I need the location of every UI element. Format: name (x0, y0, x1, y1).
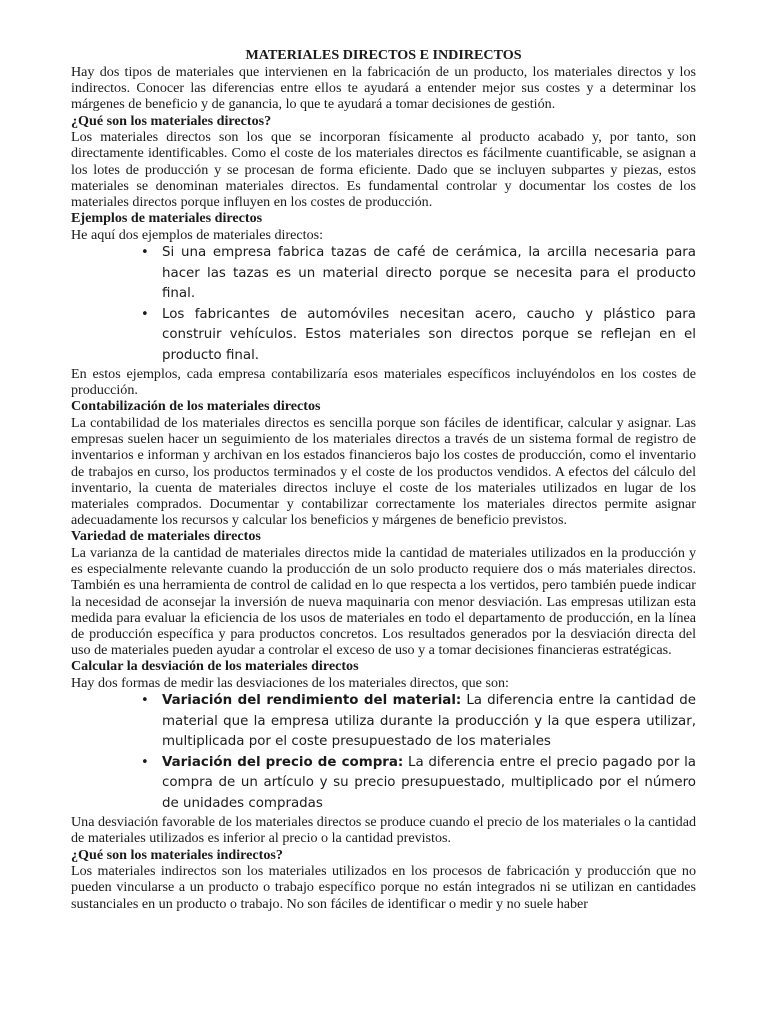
list-item-term: Variación del rendimiento del material: (162, 693, 462, 709)
deviation-list (71, 691, 696, 814)
bullet-icon: • (141, 754, 149, 770)
list-item-text: Si una empresa fabrica tazas de café de cerámica, la arcilla necesaria para hacer las tazas es un material directo porque se necesita para el producto final. (162, 245, 696, 302)
list-item (141, 753, 696, 815)
list-item (141, 243, 696, 305)
list-item-text: La diferencia entre la cantidad de material que la empresa utiliza durante la producción y la que espera utilizar, multiplicada por el coste presupuestado de los materiales (162, 693, 696, 750)
document-title: MATERIALES DIRECTOS E INDIRECTOS (245, 47, 522, 63)
indirect-materials-paragraph: Los materiales indirectos son los materiales utilizados en los procesos de fabricación y producción que no pueden vincularse a un producto o trabajo específico porque no están integrados ni se utilizan en cantidades sustanciales en un producto o trabajo. No son fáciles de identificar o medir y no suele haber (71, 863, 696, 912)
heading-indirect-materials: ¿Qué son los materiales indirectos? (71, 846, 283, 863)
deviation-conclusion: Una desviación favorable de los materiales directos se produce cuando el precio de los materiales o la cantidad de materiales utilizados es inferior al precio o la cantidad previstos. (71, 814, 696, 847)
examples-conclusion: En estos ejemplos, cada empresa contabilizaría esos materiales específicos incluyéndolos en los costes de producción. (71, 366, 696, 399)
heading-variety: Variedad de materiales directos (71, 528, 261, 545)
accounting-paragraph: La contabilidad de los materiales directos es sencilla porque son fáciles de identificar, calcular y asignar. Las empresas suelen hacer un seguimiento de los materiales directos a través de un sistema formal de registro de inventarios e informan y archivan en los estados financieros bajo los costes de producción, como el inventario de trabajos en curso, los productos terminados y el coste de los productos vendidos. A efectos del cálculo del inventario, la cuenta de materiales directos incluye el coste de los materiales utilizados en lugar de los materiales comprados. Documentar y contabilizar correctamente los materiales directos permite asignar adecuadamente los recursos y calcular los beneficios y márgenes de beneficio previstos. (71, 415, 696, 529)
list-item-term: Variación del precio de compra: (162, 754, 404, 770)
heading-examples: Ejemplos de materiales directos (71, 210, 263, 227)
intro-paragraph: Hay dos tipos de materiales que intervienen en la fabricación de un producto, los materiales directos y los indirectos. Conocer las diferencias entre ellos te ayudará a entender mejor sus costes y a determinar los márgenes de beneficio y de ganancia, lo que te ayudará a tomar decisiones de gestión. (71, 64, 696, 113)
heading-direct-materials: ¿Qué son los materiales directos? (71, 112, 272, 129)
heading-accounting: Contabilización de los materiales directos (71, 398, 321, 415)
list-item-text: La diferencia entre el precio pagado por la compra de un artículo y su precio presupuestado, multiplicado por el número de unidades compradas (162, 754, 696, 811)
heading-calculate-deviation: Calcular la desviación de los materiales directos (71, 658, 359, 675)
bullet-icon: • (141, 693, 149, 709)
list-item-text: Los fabricantes de automóviles necesitan acero, caucho y plástico para construir vehículos. Estos materiales son directos porque se reflejan en el producto final. (162, 306, 696, 363)
bullet-icon: • (141, 306, 149, 322)
bullet-icon: • (141, 245, 149, 261)
deviation-lead: Hay dos formas de medir las desviaciones de los materiales directos, que son: (71, 675, 509, 692)
variety-paragraph: La varianza de la cantidad de materiales directos mide la cantidad de materiales utilizados en la producción y es especialmente relevante cuando la producción de un solo producto requiere dos o más materiales directos. También es una herramienta de control de calidad en lo que respecta a los vertidos, pero también puede indicar la necesidad de aconsejar la inversión de nueva maquinaria con menor desviación. Las empresas utilizan esta medida para evaluar la eficiencia de los usos de materiales en todo el departamento de producción, en la línea de producción específica y para productos concretos. Los resultados generados por la desviación directa del uso de materiales pueden ayudar a controlar el exceso de uso y a tomar decisiones financieras estratégicas. (71, 545, 696, 659)
examples-lead: He aquí dos ejemplos de materiales directos: (71, 226, 324, 243)
direct-materials-paragraph: Los materiales directos son los que se incorporan físicamente al producto acabado y, por tanto, son directamente identificables. Como el coste de los materiales directos es fácilmente cuantificable, se asignan a los lotes de producción y se procesan de forma eficiente. Dado que se incluyen subpartes y piezas, estos materiales se denominan materiales directos. Es fundamental controlar y documentar los costes de los materiales directos porque influyen en los costes de producción. (71, 129, 696, 211)
list-item (141, 691, 696, 753)
list-item (141, 305, 696, 367)
examples-list (71, 243, 696, 366)
